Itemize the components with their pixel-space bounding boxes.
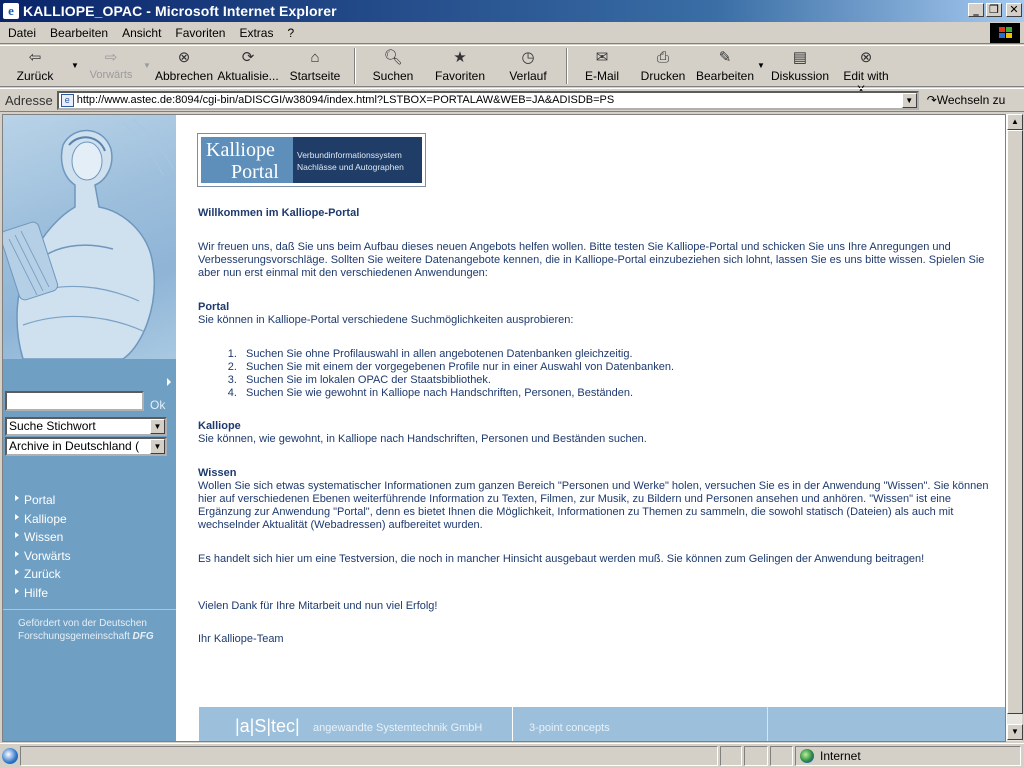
vertical-scrollbar[interactable] <box>1006 114 1022 741</box>
title-bar <box>0 0 1024 22</box>
welcome-heading: Willkommen im Kalliope-Portal <box>198 207 360 219</box>
logo-tagline: Verbundinformationssystem Nachlässe und Autographen <box>293 137 422 183</box>
back-dropdown-icon[interactable]: ▼ <box>71 61 79 70</box>
discussion-icon: ▤ <box>792 49 808 66</box>
search-button[interactable]: 🔍︎ Suchen <box>372 49 414 83</box>
menu-help[interactable]: ? <box>287 25 295 40</box>
footer-divider <box>767 707 768 742</box>
portrait-illustration <box>3 115 176 359</box>
toolbar-separator <box>566 48 568 84</box>
sidebar-item-wissen[interactable]: Wissen <box>15 530 71 549</box>
sidebar-item-hilfe[interactable]: Hilfe <box>15 586 71 605</box>
forward-button[interactable]: ⇨ Vorwärts <box>89 49 133 81</box>
portal-text: Sie können in Kalliope-Portal verschiedene Suchmöglichkeiten ausprobieren: <box>198 314 574 326</box>
search-icon: 🔍︎ <box>383 49 403 66</box>
favorites-button[interactable]: ★ Favoriten <box>434 49 486 83</box>
sidebar-divider <box>3 609 176 610</box>
ie-logo-icon: e <box>3 3 19 19</box>
list-item: 2. Suchen Sie mit einem der vorgegebenen Profile nur in einer Auswahl von Datenbanken. <box>240 361 674 374</box>
sidebar-nav <box>15 493 71 604</box>
address-label: Adresse <box>5 92 53 108</box>
stop-button[interactable]: ⊗ Abbrechen <box>154 49 214 83</box>
list-item: 1. Suchen Sie ohne Profilauswahl in allen angebotenen Datenbanken gleichzeitig. <box>240 348 674 361</box>
status-cell <box>744 746 768 766</box>
home-button[interactable]: ⌂ Startseite <box>289 49 341 83</box>
chevron-down-icon[interactable]: ▼ <box>150 419 165 434</box>
database-select[interactable]: Archive in Deutschland ( ▼ <box>5 437 167 456</box>
scroll-down-icon[interactable]: ▼ <box>1007 724 1023 740</box>
menu-favoriten[interactable]: Favoriten <box>175 25 226 40</box>
sidebar <box>3 115 176 742</box>
ok-button[interactable]: Ok <box>150 398 166 412</box>
bullet-arrow-icon <box>15 588 19 594</box>
history-icon: ◷ <box>521 49 535 66</box>
sidebar-item-portal[interactable]: Portal <box>15 493 71 512</box>
printer-icon: ⎙ <box>656 49 669 66</box>
favorites-icon: ★ <box>453 49 467 66</box>
kalliope-heading: Kalliope <box>198 420 241 432</box>
print-button[interactable]: ⎙ Drucken <box>640 49 686 83</box>
main-content <box>197 115 1006 742</box>
scrollbar-thumb[interactable] <box>1007 130 1023 714</box>
minimize-button[interactable]: _ <box>968 3 984 17</box>
back-button[interactable]: ⇦ Zurück <box>16 49 54 83</box>
menu-extras[interactable]: Extras <box>239 25 274 40</box>
edit-button[interactable]: ✎ Bearbeiten <box>695 49 755 83</box>
test-version-text: Es handelt sich hier um eine Testversion, die noch in mancher Hinsicht ausgebaut werden muß. Sie können zum Gelingen der Anwendung beitragen! <box>198 553 925 565</box>
page-icon: e <box>61 94 74 107</box>
mail-button[interactable]: ✉ E-Mail <box>584 49 619 83</box>
status-text-panel <box>20 746 718 766</box>
bullet-arrow-icon <box>15 514 19 520</box>
bullet-arrow-icon <box>15 569 19 575</box>
globe-icon <box>800 749 814 763</box>
page-status-icon <box>2 748 18 764</box>
kalliope-portrait-image <box>3 115 176 359</box>
sidebar-item-vorwaerts[interactable]: Vorwärts <box>15 549 71 568</box>
toolbar-separator <box>354 48 356 84</box>
status-bar <box>0 743 1024 768</box>
mail-icon: ✉ <box>595 49 609 66</box>
history-button[interactable]: ◷ Verlauf <box>509 49 547 83</box>
home-icon: ⌂ <box>310 49 320 66</box>
window-title: KALLIOPE_OPAC - Microsoft Internet Explorer <box>23 3 337 19</box>
sidebar-item-kalliope[interactable]: Kalliope <box>15 512 71 531</box>
kalliope-portal-logo <box>197 133 426 187</box>
scroll-up-icon[interactable]: ▲ <box>1007 114 1023 130</box>
address-dropdown-icon[interactable]: ▼ <box>902 93 917 108</box>
sidebar-expand-icon[interactable] <box>167 378 171 386</box>
back-arrow-icon: ⇦ <box>28 49 42 66</box>
refresh-icon: ⟳ <box>241 49 255 66</box>
bullet-arrow-icon <box>15 551 19 557</box>
windows-logo-icon <box>990 23 1020 43</box>
bullet-arrow-icon <box>15 495 19 501</box>
menu-ansicht[interactable]: Ansicht <box>122 25 162 40</box>
sidebar-search-input[interactable] <box>5 391 144 411</box>
security-zone: Internet <box>795 746 1021 766</box>
funding-note: Gefördert von der Deutschen Forschungsgemeinschaft DFG <box>18 618 154 642</box>
logo-wordmark: Kalliope Portal <box>201 137 293 183</box>
chevron-down-icon[interactable]: ▼ <box>150 439 165 454</box>
kalliope-text: Sie können, wie gewohnt, in Kalliope nach Handschriften, Personen und Beständen suchen. <box>198 433 647 445</box>
close-button[interactable]: ✕ <box>1006 3 1022 17</box>
menu-datei[interactable]: Datei <box>8 25 37 40</box>
dfg-logo: DFG <box>132 631 154 642</box>
menu-bar <box>0 22 1024 44</box>
go-button[interactable]: ↷Wechseln zu <box>926 93 1006 107</box>
restore-button[interactable]: ❐ <box>986 3 1002 17</box>
search-type-select[interactable]: Suche Stichwort ▼ <box>5 417 167 436</box>
forward-arrow-icon: ⇨ <box>104 49 118 66</box>
thanks-text: Vielen Dank für Ihre Mitarbeit und nun viel Erfolg! <box>198 600 438 612</box>
refresh-button[interactable]: ⟳ Aktualisie... <box>217 49 279 83</box>
stop-icon: ⊗ <box>177 49 191 66</box>
discuss-button[interactable]: ▤ Diskussion <box>770 49 830 83</box>
three-point-concepts: 3-point concepts <box>529 722 610 734</box>
address-url[interactable]: http://www.astec.de:8094/cgi-bin/aDISCGI/w38094/index.html?LSTBOX=PORTALAW&WEB=JA&ADISDB=PS <box>76 94 615 106</box>
forward-dropdown-icon[interactable]: ▼ <box>143 61 151 70</box>
wissen-text: Wollen Sie sich etwas systematischer Informationen zum ganzen Bereich "Personen und Werke" holen, versuchen Sie es in der Anwendung "Wissen". Sie können hier auf verschiedenen Ebenen weiterführende Information zu Texten, Filmen, zur Musik, zu Bildern und Personen ansehen und anhören. "Wissen" ist eine Ergänzung zur Anwendung "Portal", denn es bietet Ihnen die Möglichkeit, Informationen zu Themen zu sammeln, die sowohl statisch (Dateien) als auch mit wechselnder Aktualität (Webadressen) aufbereitet wurden. <box>198 480 989 531</box>
astec-subtitle: angewandte Systemtechnik GmbH <box>313 722 483 734</box>
address-input[interactable] <box>57 91 919 110</box>
signature-text: Ihr Kalliope-Team <box>198 633 284 645</box>
address-bar <box>0 88 1024 112</box>
page-viewport <box>2 114 1006 742</box>
bullet-arrow-icon <box>15 532 19 538</box>
status-cell <box>720 746 742 766</box>
list-item: 4. Suchen Sie wie gewohnt in Kalliope nach Handschriften, Personen, Beständen. <box>240 387 674 400</box>
astec-logo: |a|S|tec| <box>235 716 300 736</box>
edit-with-icon: ⊗ <box>859 49 873 66</box>
footer-banner <box>199 707 1006 742</box>
wissen-heading: Wissen <box>198 467 237 479</box>
edit-dropdown-icon[interactable]: ▼ <box>757 61 765 70</box>
intro-paragraph: Wir freuen uns, daß Sie uns beim Aufbau dieses neuen Angebots helfen wollen. Bitte testen Sie Kalliope-Portal und schicken Sie uns Ihre Anregungen und Verbesserungsvorschläge. Sollten Sie weitere Datenangebote kennen, die in Kalliope-Portal einzubeziehen sich lohnt, lassen Sie es uns bitte wissen. Spielen Sie aber nun erst einmal mit den verschiedenen Anwendungen: <box>198 241 985 279</box>
portal-list <box>198 348 674 400</box>
edit-with-button[interactable]: ⊗ Edit with <box>843 49 889 83</box>
portal-heading: Portal <box>198 301 230 313</box>
footer-divider <box>512 707 513 742</box>
sidebar-item-zurueck[interactable]: Zurück <box>15 567 71 586</box>
menu-bearbeiten[interactable]: Bearbeiten <box>50 25 109 40</box>
list-item: 3. Suchen Sie im lokalen OPAC der Staatsbibliothek. <box>240 374 674 387</box>
toolbar <box>0 45 1024 87</box>
edit-icon: ✎ <box>718 49 732 66</box>
status-cell <box>770 746 793 766</box>
